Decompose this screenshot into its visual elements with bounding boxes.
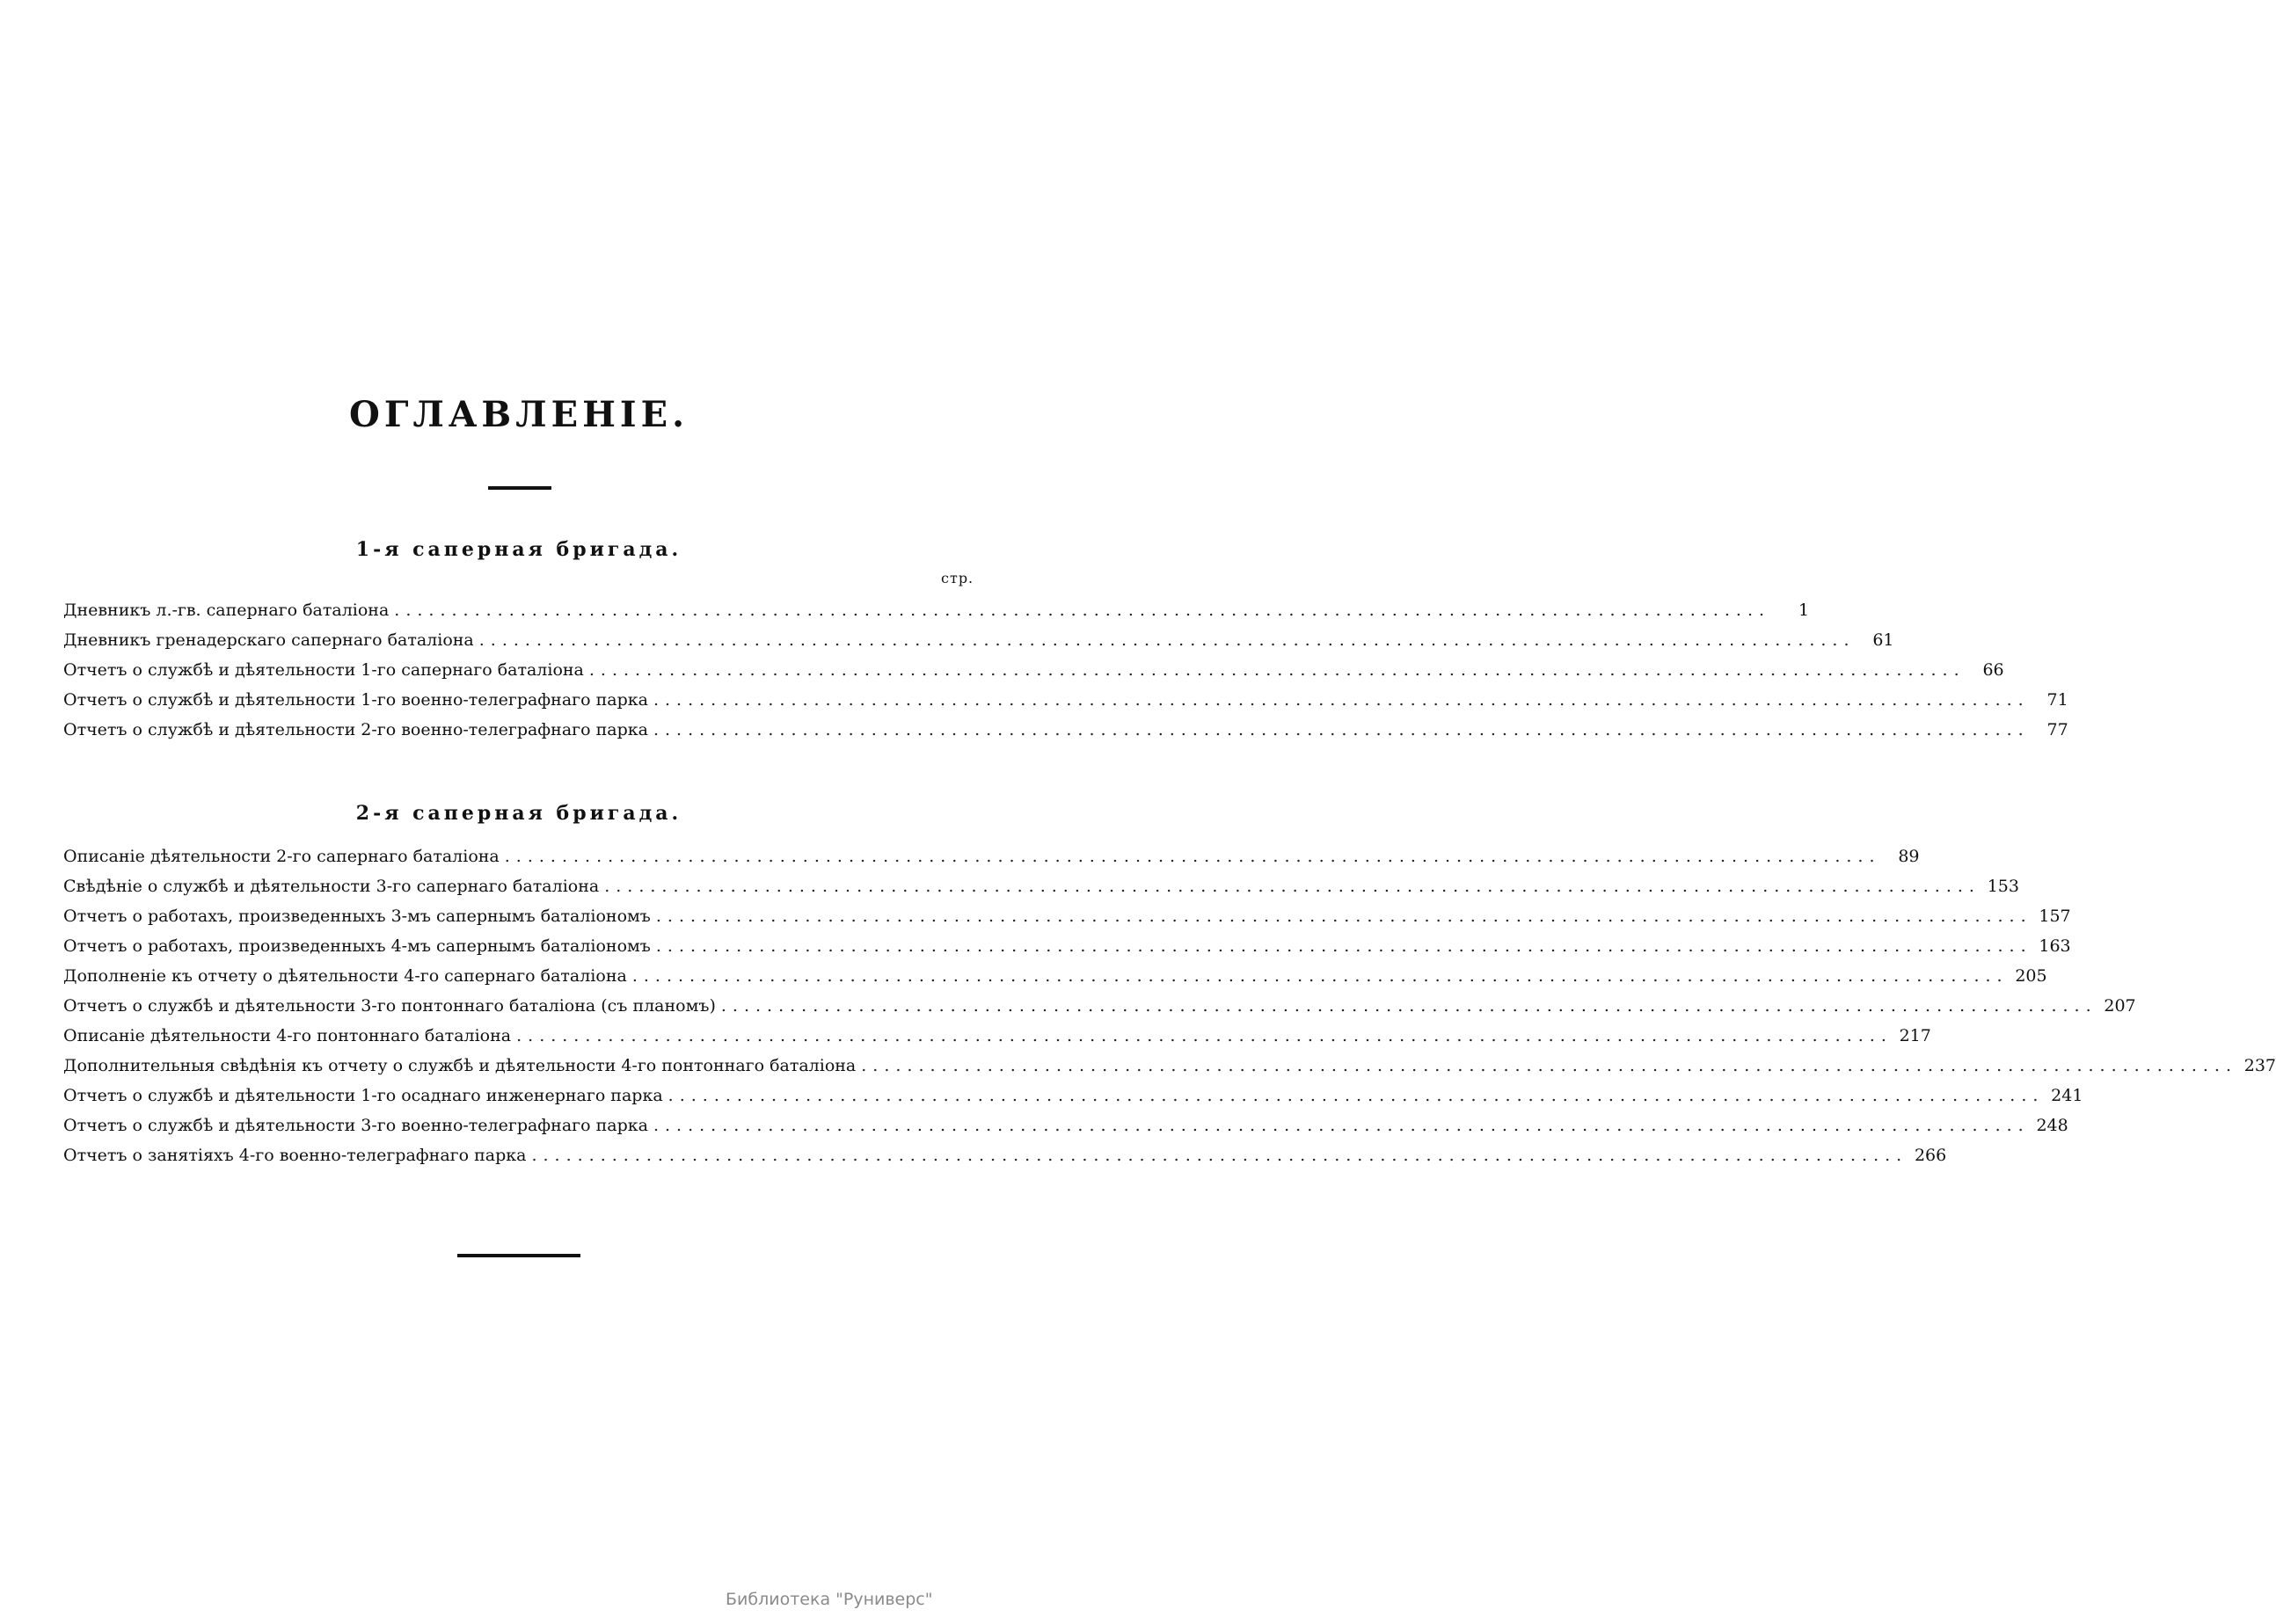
toc-list-section-2 [63,847,2276,1176]
entry-page: 217 [1899,1026,1931,1045]
toc-entry[interactable] [63,720,2068,750]
entry-title: Дневникъ л.-гв. сапернаго баталіона [63,601,390,620]
toc-entry[interactable] [63,1056,2276,1086]
entry-page: 207 [2104,996,2136,1016]
dot-leader: ........................................................................................................................ [631,966,2009,986]
dot-leader: ........................................................................................................................ [655,936,2032,956]
toc-entry[interactable] [63,996,2136,1026]
library-watermark: Библиотека "Руниверс" [726,1590,933,1609]
toc-entry[interactable] [63,660,2004,690]
dot-leader: ........................................................................................................................ [394,601,1771,620]
toc-entry[interactable] [63,1026,1931,1056]
toc-entry[interactable] [63,1146,1947,1176]
title-rule [488,486,551,490]
entry-title: Отчетъ о работахъ, произведенныхъ 3-мъ сапернымъ баталіономъ [63,907,651,926]
entry-page: 237 [2243,1056,2276,1075]
entry-page: 71 [2046,690,2068,710]
entry-title: Отчетъ о службѣ и дѣятельности 3-го военно-телеграфнаго парка [63,1116,648,1135]
entry-page: 241 [2051,1086,2083,1105]
dot-leader: ........................................................................................................................ [504,847,1881,866]
dot-leader: ........................................................................................................................ [667,1086,2045,1105]
entry-title: Отчетъ о службѣ и дѣятельности 1-го сапернаго баталіона [63,660,584,680]
entry-title: Дополненіе къ отчету о дѣятельности 4-го сапернаго баталіона [63,966,627,986]
dot-leader: ........................................................................................................................ [604,877,1981,896]
dot-leader: ........................................................................................................................ [653,690,2030,710]
entry-title: Отчетъ о службѣ и дѣятельности 3-го понтоннаго баталіона (съ планомъ) [63,996,716,1016]
entry-page: 1 [1798,601,1810,620]
dot-leader: ........................................................................................................................ [861,1056,2238,1075]
entry-page: 248 [2036,1116,2068,1135]
entry-title: Отчетъ о службѣ и дѣятельности 2-го военно-телеграфнаго парка [63,720,648,739]
entry-title: Описаніе дѣятельности 2-го сапернаго баталіона [63,847,500,866]
toc-entry[interactable] [63,1116,2068,1146]
entry-page: 153 [1987,877,2019,896]
entry-title: Отчетъ о службѣ и дѣятельности 1-го военно-телеграфнаго парка [63,690,648,710]
dot-leader: ........................................................................................................................ [653,1116,2030,1135]
entry-title: Отчетъ о службѣ и дѣятельности 1-го осаднаго инженернаго парка [63,1086,663,1105]
page-title: ОГЛАВЛЕНІЕ. [349,394,689,435]
entry-page: 157 [2039,907,2071,926]
section-heading: 2-я саперная бригада. [355,802,682,825]
entry-page: 61 [1872,630,1894,650]
entry-page: 89 [1898,847,1920,866]
entry-title: Свѣдѣніе о службѣ и дѣятельности 3-го сапернаго баталіона [63,877,600,896]
dot-leader: ........................................................................................................................ [588,660,1966,680]
entry-title: Дополнительныя свѣдѣнія къ отчету о службѣ и дѣятельности 4-го понтоннаго баталіона [63,1056,857,1075]
toc-list-section-1 [63,601,2068,750]
toc-entry[interactable] [63,847,1920,877]
toc-entry[interactable] [63,1086,2083,1116]
dot-leader: ........................................................................................................................ [478,630,1856,650]
dot-leader: ........................................................................................................................ [653,720,2030,739]
entry-page: 266 [1914,1146,1947,1165]
bottom-rule [457,1254,580,1257]
dot-leader: ........................................................................................................................ [516,1026,1893,1045]
toc-entry[interactable] [63,601,1810,630]
toc-entry[interactable] [63,877,2019,907]
page-column-label: стр. [941,570,974,586]
dot-leader: ........................................................................................................................ [720,996,2097,1016]
toc-entry[interactable] [63,690,2068,720]
entry-page: 163 [2039,936,2071,956]
entry-page: 77 [2046,720,2068,739]
toc-entry[interactable] [63,907,2071,936]
section-heading: 1-я саперная бригада. [355,538,682,561]
entry-title: Отчетъ о работахъ, произведенныхъ 4-мъ сапернымъ баталіономъ [63,936,651,956]
toc-entry[interactable] [63,630,1894,660]
entry-title: Описаніе дѣятельности 4-го понтоннаго баталіона [63,1026,512,1045]
dot-leader: ........................................................................................................................ [531,1146,1908,1165]
dot-leader: ........................................................................................................................ [655,907,2032,926]
toc-entry[interactable] [63,936,2071,966]
entry-page: 205 [2015,966,2047,986]
entry-title: Дневникъ гренадерскаго сапернаго баталіона [63,630,474,650]
toc-entry[interactable] [63,966,2047,996]
entry-title: Отчетъ о занятіяхъ 4-го военно-телеграфнаго парка [63,1146,527,1165]
entry-page: 66 [1982,660,2004,680]
